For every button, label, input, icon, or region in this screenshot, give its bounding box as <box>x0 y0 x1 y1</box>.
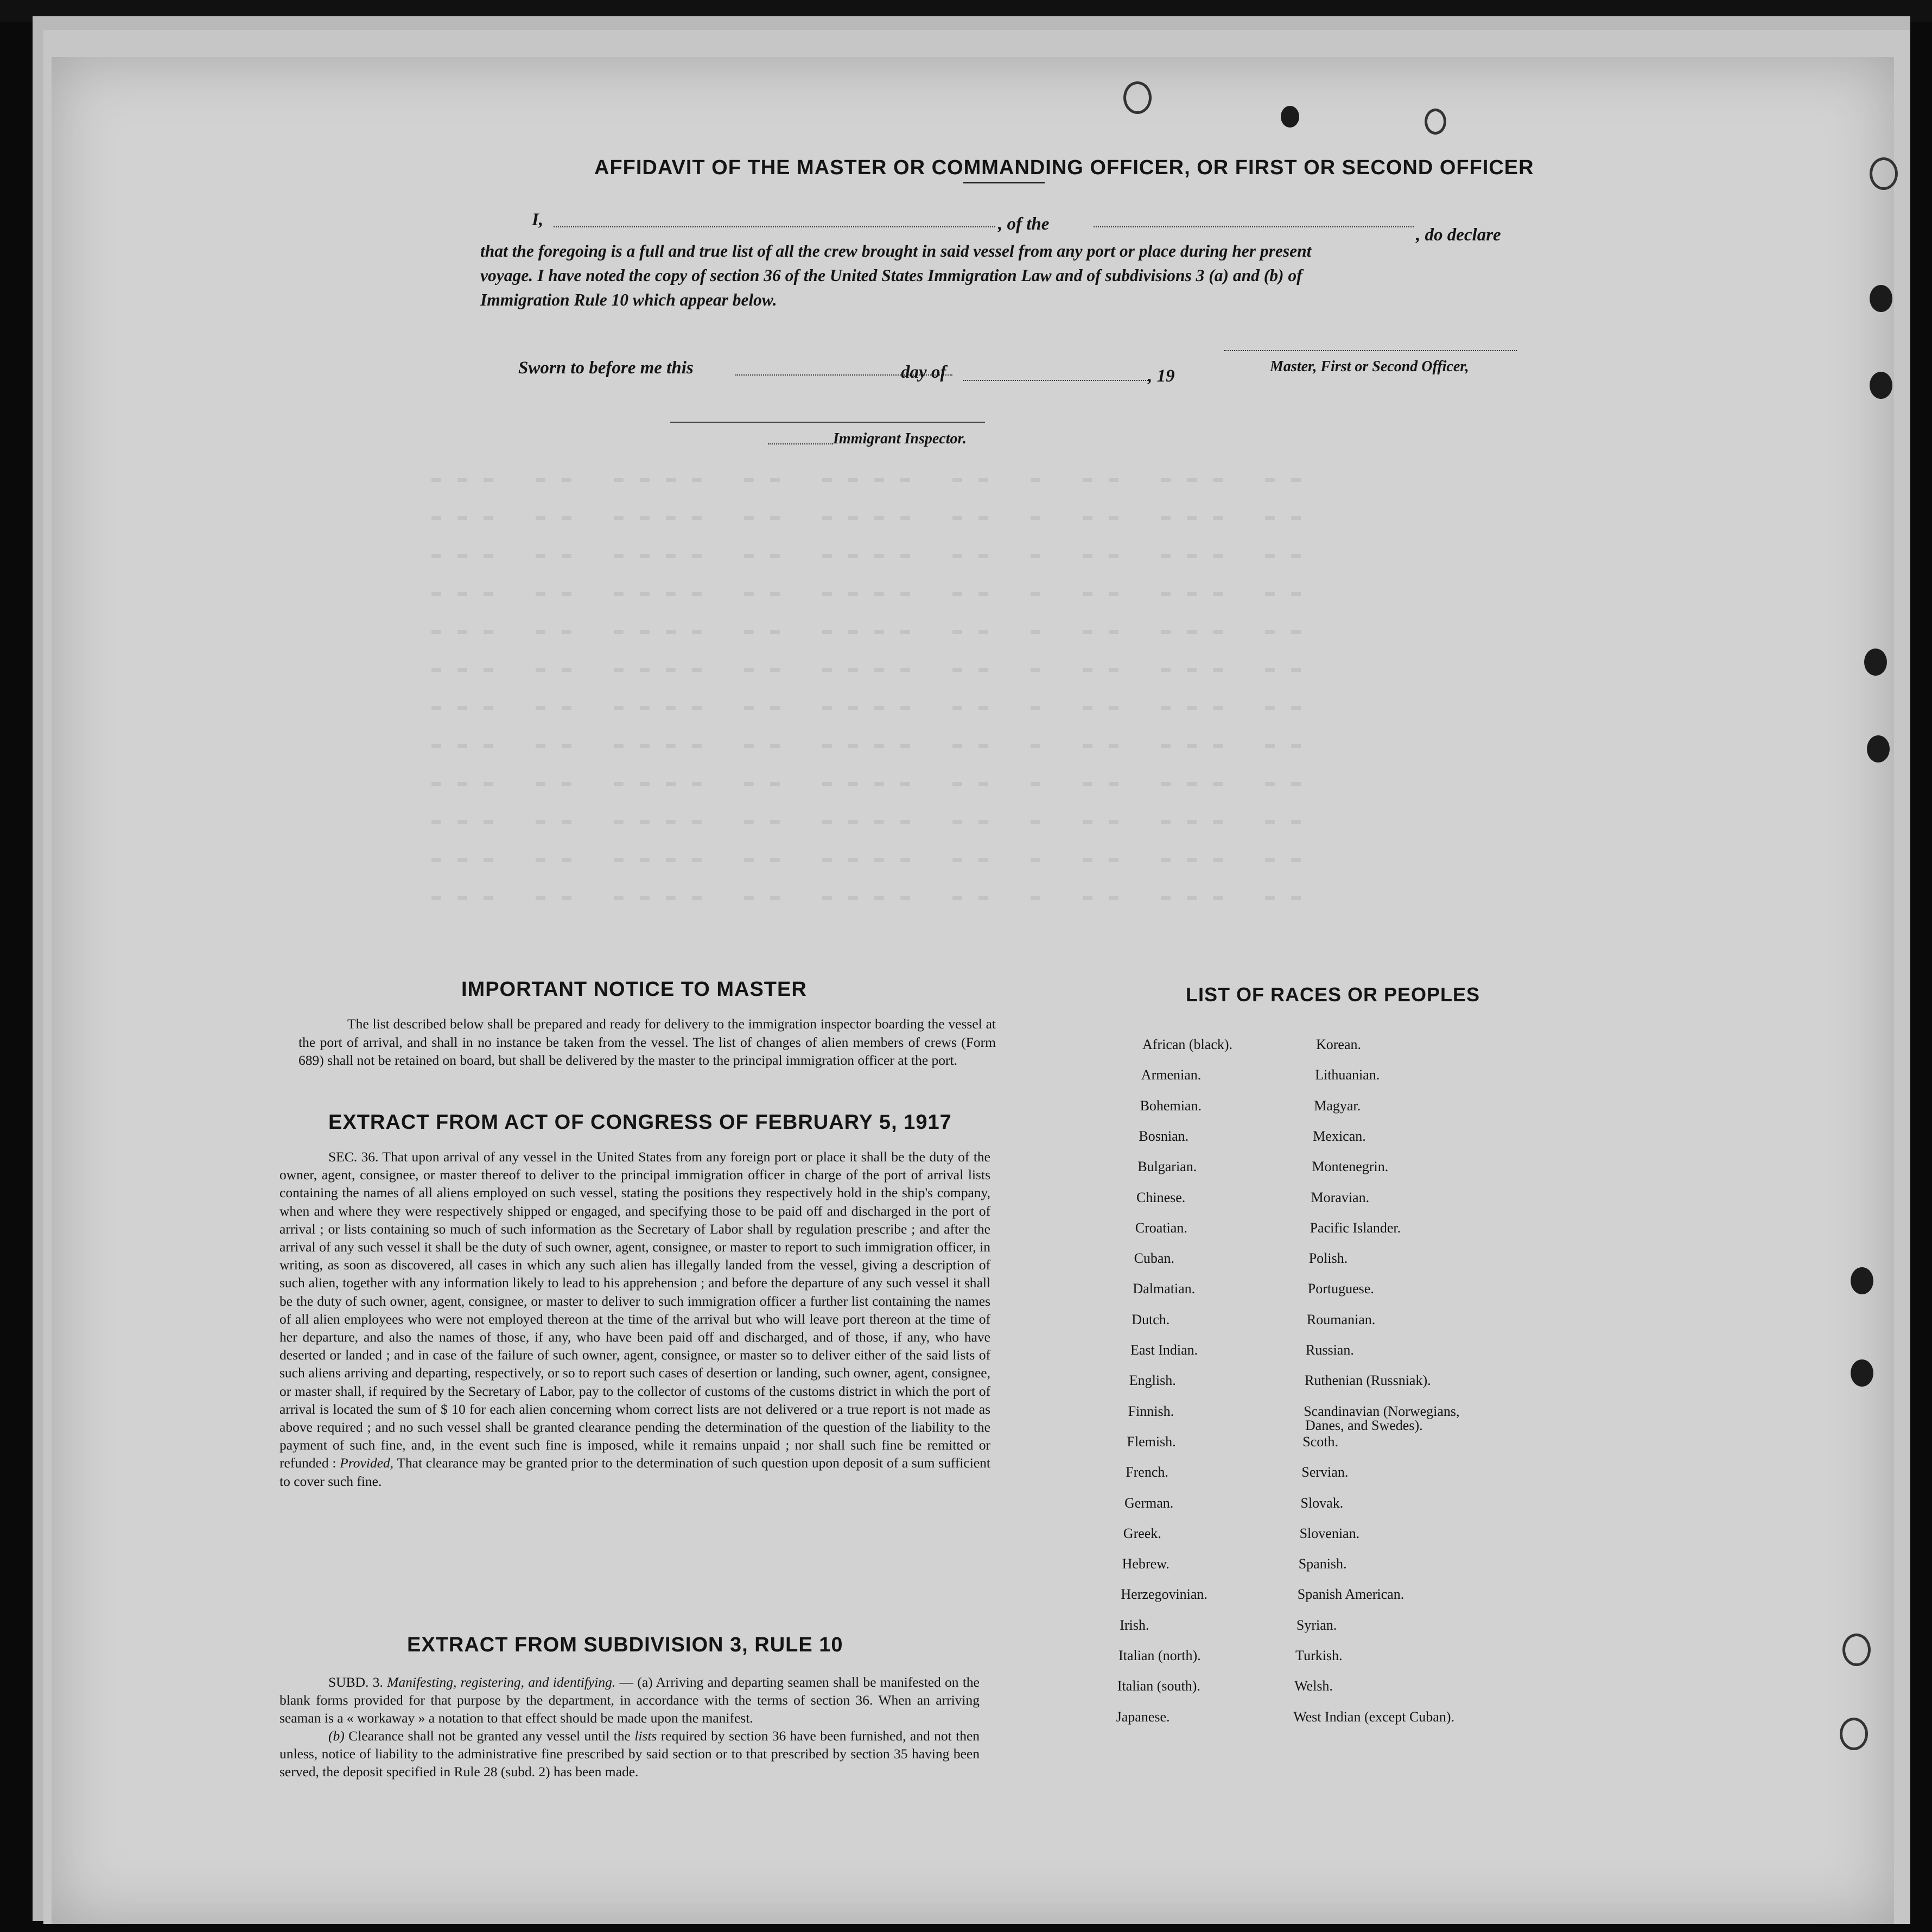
document-page: ▬▬▬ ▬▬ ▬▬▬▬ ▬▬ ▬▬▬▬ ▬▬ ▬ ▬▬ ▬▬▬ ▬▬ ▬▬▬ ▬▬ ▬▬▬▬ ▬▬ ▬▬▬▬ ▬▬ ▬ ▬▬ ▬▬▬ ▬▬ ▬▬▬ ▬▬ ▬▬▬▬ ▬▬ ▬▬▬▬ ▬▬ ▬ ▬▬ ▬▬▬ ▬▬ ▬▬▬ ▬▬ ▬▬▬▬ ▬▬ ▬▬▬▬ ▬▬ ▬ ▬▬ ▬▬▬ ▬▬ ▬▬▬ ▬▬ ▬▬▬▬ ▬▬ ▬▬▬▬ ▬▬ ▬ ▬▬ ▬▬▬ ▬▬ ▬▬▬ ▬▬ ▬▬▬▬ ▬▬ ▬▬▬▬ ▬▬ ▬ ▬▬ ▬▬▬ ▬▬ ▬▬▬ ▬▬ ▬▬▬▬ ▬▬ ▬▬▬▬ ▬▬ ▬ ▬▬ ▬▬▬ ▬▬ ▬▬▬ ▬▬ ▬▬▬▬ ▬▬ ▬▬▬▬ ▬▬ ▬ ▬▬ ▬▬▬ ▬▬ ▬▬▬ ▬▬ ▬▬▬▬ ▬▬ ▬▬▬▬ ▬▬ ▬ ▬▬ ▬▬▬ ▬▬ ▬▬▬ ▬▬ ▬▬▬▬ ▬▬ ▬▬▬▬ ▬▬ ▬ ▬▬ ▬▬▬ ▬▬ ▬▬▬ ▬▬ ▬▬▬▬ ▬▬ ▬▬▬▬ ▬▬ ▬ ▬▬ ▬▬▬ ▬▬ ▬▬▬ ▬▬ ▬▬▬▬ ▬▬ ▬▬▬▬ ▬▬ ▬ ▬▬ ▬▬▬ ▬▬ AFFIDAVIT OF THE MASTER OR COMMANDING OFFICER, OR FIRST OR SECOND OFFICER I, , of the , do declare that the foregoing is a full and true list of all the crew brought in said vessel from any port or place during her present voyage. I have noted the copy of section 36 of the United States Immigration Law and of subdivisions 3 (a) and (b) of Immigration Rule 10 which appear below. Sworn to before me this day of , 19 Master, First or Second Officer, Immigrant Inspector. IMPORTANT NOTICE TO MASTER The list described below shall be prepared and ready for delivery to the immigration inspector boarding the vessel at the port of arrival, and shall in no instance be taken from the vessel. The list of changes of alien members of crews (Form 689) shall not be retained on board, but shall be delivered by the master to the principal immigration officer at the port. EXTRACT FROM ACT OF CONGRESS OF FEBRUARY 5, 1917 SEC. 36. That upon arrival of any vessel in the United States from any foreign port or place it shall be the duty of the owner, agent, consignee, or master thereof to deliver to the principal immigration officer in charge of the port of arrival lists containing the names of all aliens employed on such vessel, stating the positions they respectively hold in the ship's company, when and where they were respectively shipped or engaged, and specifying those to be paid off and discharged in the port of arrival ; or lists containing so much of such information as the Secretary of Labor shall by regulation prescribe ; and after the arrival of any such vessel it shall be the duty of such owner, agent, consignee, or master to report to such immigration officer, in writing, as soon as discovered, all cases in which any such alien has illegally landed from the vessel, giving a description of such alien, together with any information likely to lead to his apprehension ; and before the departure of any such vessel it shall be the duty of such owner, agent, consignee, or master to deliver to such immigration officer a further list containing the names of all alien employees who were not employed thereon at the time of the arrival but who will leave port thereon at the time of her departure, and also the names of those, if any, who have been paid off and discharged, and of those, if any, who have deserted or landed ; and in case of the failure of such owner, agent, consignee, or master so to deliver either of the said lists of such aliens arriving and departing, respectively, or so to report such cases of desertion or landing, such owner, agent, consignee, or master shall, if required by the Secretary of Labor, pay to the collector of customs of the customs district in which the port of arrival is located the sum of $ 10 for each alien concerning whom correct lists are not delivered or a true report is not made as above required ; and no such vessel shall be granted clearance pending the determination of the question of the liability to the payment of such fine, and, in the event such fine is imposed, while it remains unpaid ; nor shall such fine be remitted or refunded : Provided, That clearance may be granted prior to the determination of such question upon deposit of a sum sufficient to cover such fine. EXTRACT FROM SUBDIVISION 3, RULE 10 SUBD. 3. Manifesting, registering, and identifying. — (a) Arriving and departing seamen shall be manifested on the blank forms provided for that purpose by the department, in accordance with the terms of section 36. When an arriving seaman is a « workaway » a notation to that effect should be made upon the manifest. (b) Clearance shall not be granted any vessel until the lists required by section 36 have been furnished, and not then unless, notice of liability to the administrative fine prescribed by said section or to that prescribed by section 35 having been served, the deposit specified in Rule 28 (subd. 2) has been made. LIST OF RACES OR PEOPLES African (black). Armenian. Bohemian. Bosnian. Bulgarian. Chinese. Croatian. Cuban. Dalmatian. Dutch. East Indian. English. Finnish. Flemish. French. German. Greek. Hebrew. Herzegovinian. Irish. Italian (north). Italian (south). Japanese. Korean. Lithuanian. Magyar. Mexican. Montenegrin. Moravian. Pacific Islander. Polish. Portuguese. Roumanian. Russian. Ruthenian (Russniak). Scandinavian (Norwegians, Scoth. Servian. Slovak. Slovenian. Spanish. Spanish American. Syrian. Turkish. Welsh. West Indian (except Cuban). Danes, and Swedes). <box>52 57 1894 1924</box>
race-item: East Indian. <box>1130 1342 1198 1358</box>
punch-hole <box>1867 735 1890 762</box>
statement-line-1: that the foregoing is a full and true list of all the crew brought in said vessel from any port or place during her present <box>480 242 1312 260</box>
punch-hole <box>1851 1267 1873 1294</box>
race-item: French. <box>1126 1464 1168 1480</box>
race-item: Finnish. <box>1128 1403 1174 1419</box>
race-item: African (black). <box>1142 1037 1233 1052</box>
punch-hole <box>1123 81 1152 114</box>
race-item: Spanish. <box>1298 1556 1347 1572</box>
race-item: English. <box>1129 1372 1176 1389</box>
punch-hole <box>1870 285 1892 312</box>
race-item: Slovenian. <box>1299 1525 1360 1541</box>
race-item: Dalmatian. <box>1133 1281 1196 1297</box>
race-item: Croatian. <box>1135 1219 1187 1236</box>
punch-hole <box>1842 1634 1871 1666</box>
race-item: Italian (north). <box>1118 1648 1201 1663</box>
race-item: Bohemian. <box>1140 1097 1202 1114</box>
race-item: Armenian. <box>1141 1067 1202 1083</box>
year-label: , 19 <box>1148 366 1175 386</box>
race-item: Moravian. <box>1311 1189 1370 1205</box>
title-rule <box>963 182 1045 183</box>
rule-extract-text: SUBD. 3. Manifesting, registering, and identifying. — (a) Arriving and departing seamen shall be manifested on the blank forms provided for that purpose by the department, in accordance with the terms of section 36. When an arriving seaman is a « workaway » a notation to that effect should be made upon the manifest. (b) Clearance shall not be granted any vessel until the lists required by section 36 have been furnished, and not then unless, notice of liability to the administrative fine prescribed by said section or to that prescribed by section 35 having been served, the deposit specified in Rule 28 (subd. 2) has been made. <box>279 1674 980 1780</box>
race-item: Montenegrin. <box>1312 1159 1389 1175</box>
statement-line-2: voyage. I have noted the copy of section 36 of the United States Immigration Law and of subdivisions 3 (a) and (b) of <box>480 266 1302 285</box>
races-title: LIST OF RACES OR PEOPLES <box>1186 983 1480 1006</box>
race-item: Spanish American. <box>1297 1586 1404 1603</box>
notice-title: IMPORTANT NOTICE TO MASTER <box>461 978 807 1001</box>
race-item: German. <box>1124 1495 1174 1511</box>
race-item: Cuban. <box>1134 1250 1174 1267</box>
race-item: Korean. <box>1316 1037 1362 1052</box>
punch-hole <box>1840 1718 1868 1750</box>
affidavit-i-label: I, <box>532 210 544 230</box>
race-item: Welsh. <box>1294 1678 1333 1694</box>
sworn-month-line <box>963 380 1151 381</box>
master-signature-line <box>1224 350 1517 351</box>
race-item: Magyar. <box>1314 1097 1361 1114</box>
punch-hole <box>1864 649 1887 676</box>
inspector-dotted-line <box>768 443 833 444</box>
race-item: Dutch. <box>1132 1311 1170 1327</box>
race-item: Scandinavian (Norwegians, <box>1304 1403 1460 1419</box>
race-item: Bulgarian. <box>1137 1159 1197 1175</box>
do-declare-label: , do declare <box>1414 225 1501 245</box>
inspector-signature-label: Immigrant Inspector. <box>833 430 967 447</box>
punch-hole <box>1870 372 1892 399</box>
punch-hole <box>1425 109 1446 135</box>
master-signature-label: Master, First or Second Officer, <box>1270 358 1469 375</box>
race-item: Hebrew. <box>1122 1556 1170 1572</box>
race-item: Bosnian. <box>1139 1128 1189 1144</box>
race-item: Lithuanian. <box>1315 1067 1380 1083</box>
race-item: Herzegovinian. <box>1121 1586 1208 1603</box>
race-item: Polish. <box>1308 1250 1348 1267</box>
race-item: Italian (south). <box>1117 1678 1200 1694</box>
race-item: Chinese. <box>1136 1189 1186 1205</box>
day-of-label: day of <box>901 363 946 382</box>
act-extract-title: EXTRACT FROM ACT OF CONGRESS OF FEBRUARY 5, 1917 <box>328 1111 952 1134</box>
of-the-label: , of the <box>996 214 1049 234</box>
punch-hole <box>1870 157 1898 190</box>
race-item: Pacific Islander. <box>1310 1219 1401 1236</box>
affidavit-title: AFFIDAVIT OF THE MASTER OR COMMANDING OFFICER, OR FIRST OR SECOND OFFICER <box>594 156 1534 179</box>
race-item: Russian. <box>1306 1342 1354 1358</box>
act-extract-text: SEC. 36. That upon arrival of any vessel in the United States from any foreign port or place it shall be the duty of the owner, agent, consignee, or master thereof to deliver to the principal immigration officer in charge of the port of arrival lists containing the names of all aliens employed on such vessel, stating the positions they respectively hold in the ship's company, when and where they were respectively shipped or engaged, and specifying those to be paid off and discharged in the port of arrival ; or lists containing so much of such information as the Secretary of Labor shall by regulation prescribe ; and after the arrival of any such vessel it shall be the duty of such owner, agent, consignee, or master to report to such immigration officer, in writing, as soon as discovered, all cases in which any such alien has illegally landed from the vessel, giving a description of such alien, together with any information likely to lead to his apprehension ; and before the departure of any such vessel it shall be the duty of such owner, agent, consignee, or master to deliver to such immigration officer a further list containing the names of all alien employees who were not employed thereon at the time of the arrival but who will leave port thereon at the time of her departure, and also the names of those, if any, who have been paid off and discharged, and of those, if any, who have deserted or landed ; and in case of the failure of such owner, agent, consignee, or master so to deliver either of the said lists of such aliens arriving and departing, respectively, or so to report such cases of desertion or landing, such owner, agent, consignee, or master shall, if required by the Secretary of Labor, pay to the collector of customs of the customs district in which the port of arrival is located the sum of $ 10 for each alien concerning whom correct lists are not delivered or a true report is not made as above required ; and no such vessel shall be granted clearance pending the determination of the question of the liability to the payment of such fine, and, in the event such fine is imposed, while it remains unpaid ; nor shall such fine be remitted or refunded : Provided, That clearance may be granted prior to the determination of such question upon deposit of a sum sufficient to cover such fine. <box>279 1149 990 1489</box>
notice-text: The list described below shall be prepared and ready for delivery to the immigration inspector boarding the vessel at the port of arrival, and shall in no instance be taken from the vessel. The list of changes of alien members of crews (Form 689) shall not be retained on board, but shall be delivered by the master to the principal immigration officer at the port. <box>298 1016 996 1069</box>
race-item: Ruthenian (Russniak). <box>1305 1372 1431 1389</box>
race-item: Mexican. <box>1313 1128 1366 1144</box>
race-item: Slovak. <box>1300 1495 1344 1511</box>
name-field-line <box>554 226 1047 227</box>
race-item: Greek. <box>1123 1525 1161 1541</box>
race-item: Flemish. <box>1127 1433 1176 1450</box>
punch-hole <box>1281 106 1299 128</box>
vessel-field-line <box>1094 226 1468 227</box>
race-item: Portuguese. <box>1307 1281 1374 1297</box>
inspector-signature-line <box>670 422 985 423</box>
statement-line-3: Immigration Rule 10 which appear below. <box>480 290 777 309</box>
race-item: Syrian. <box>1296 1617 1337 1633</box>
race-item: Roumanian. <box>1306 1311 1376 1327</box>
race-item: Turkish. <box>1295 1648 1343 1663</box>
sworn-label: Sworn to before me this <box>518 358 694 378</box>
race-item: Servian. <box>1301 1464 1349 1480</box>
race-item: Scoth. <box>1302 1433 1339 1450</box>
punch-hole <box>1851 1359 1873 1387</box>
race-item: West Indian (except Cuban). <box>1293 1708 1454 1725</box>
race-item: Irish. <box>1120 1617 1149 1633</box>
race-scandinavian-continuation: Danes, and Swedes). <box>1305 1418 1423 1433</box>
rule-extract-title: EXTRACT FROM SUBDIVISION 3, RULE 10 <box>407 1634 843 1656</box>
race-item: Japanese. <box>1116 1708 1170 1725</box>
